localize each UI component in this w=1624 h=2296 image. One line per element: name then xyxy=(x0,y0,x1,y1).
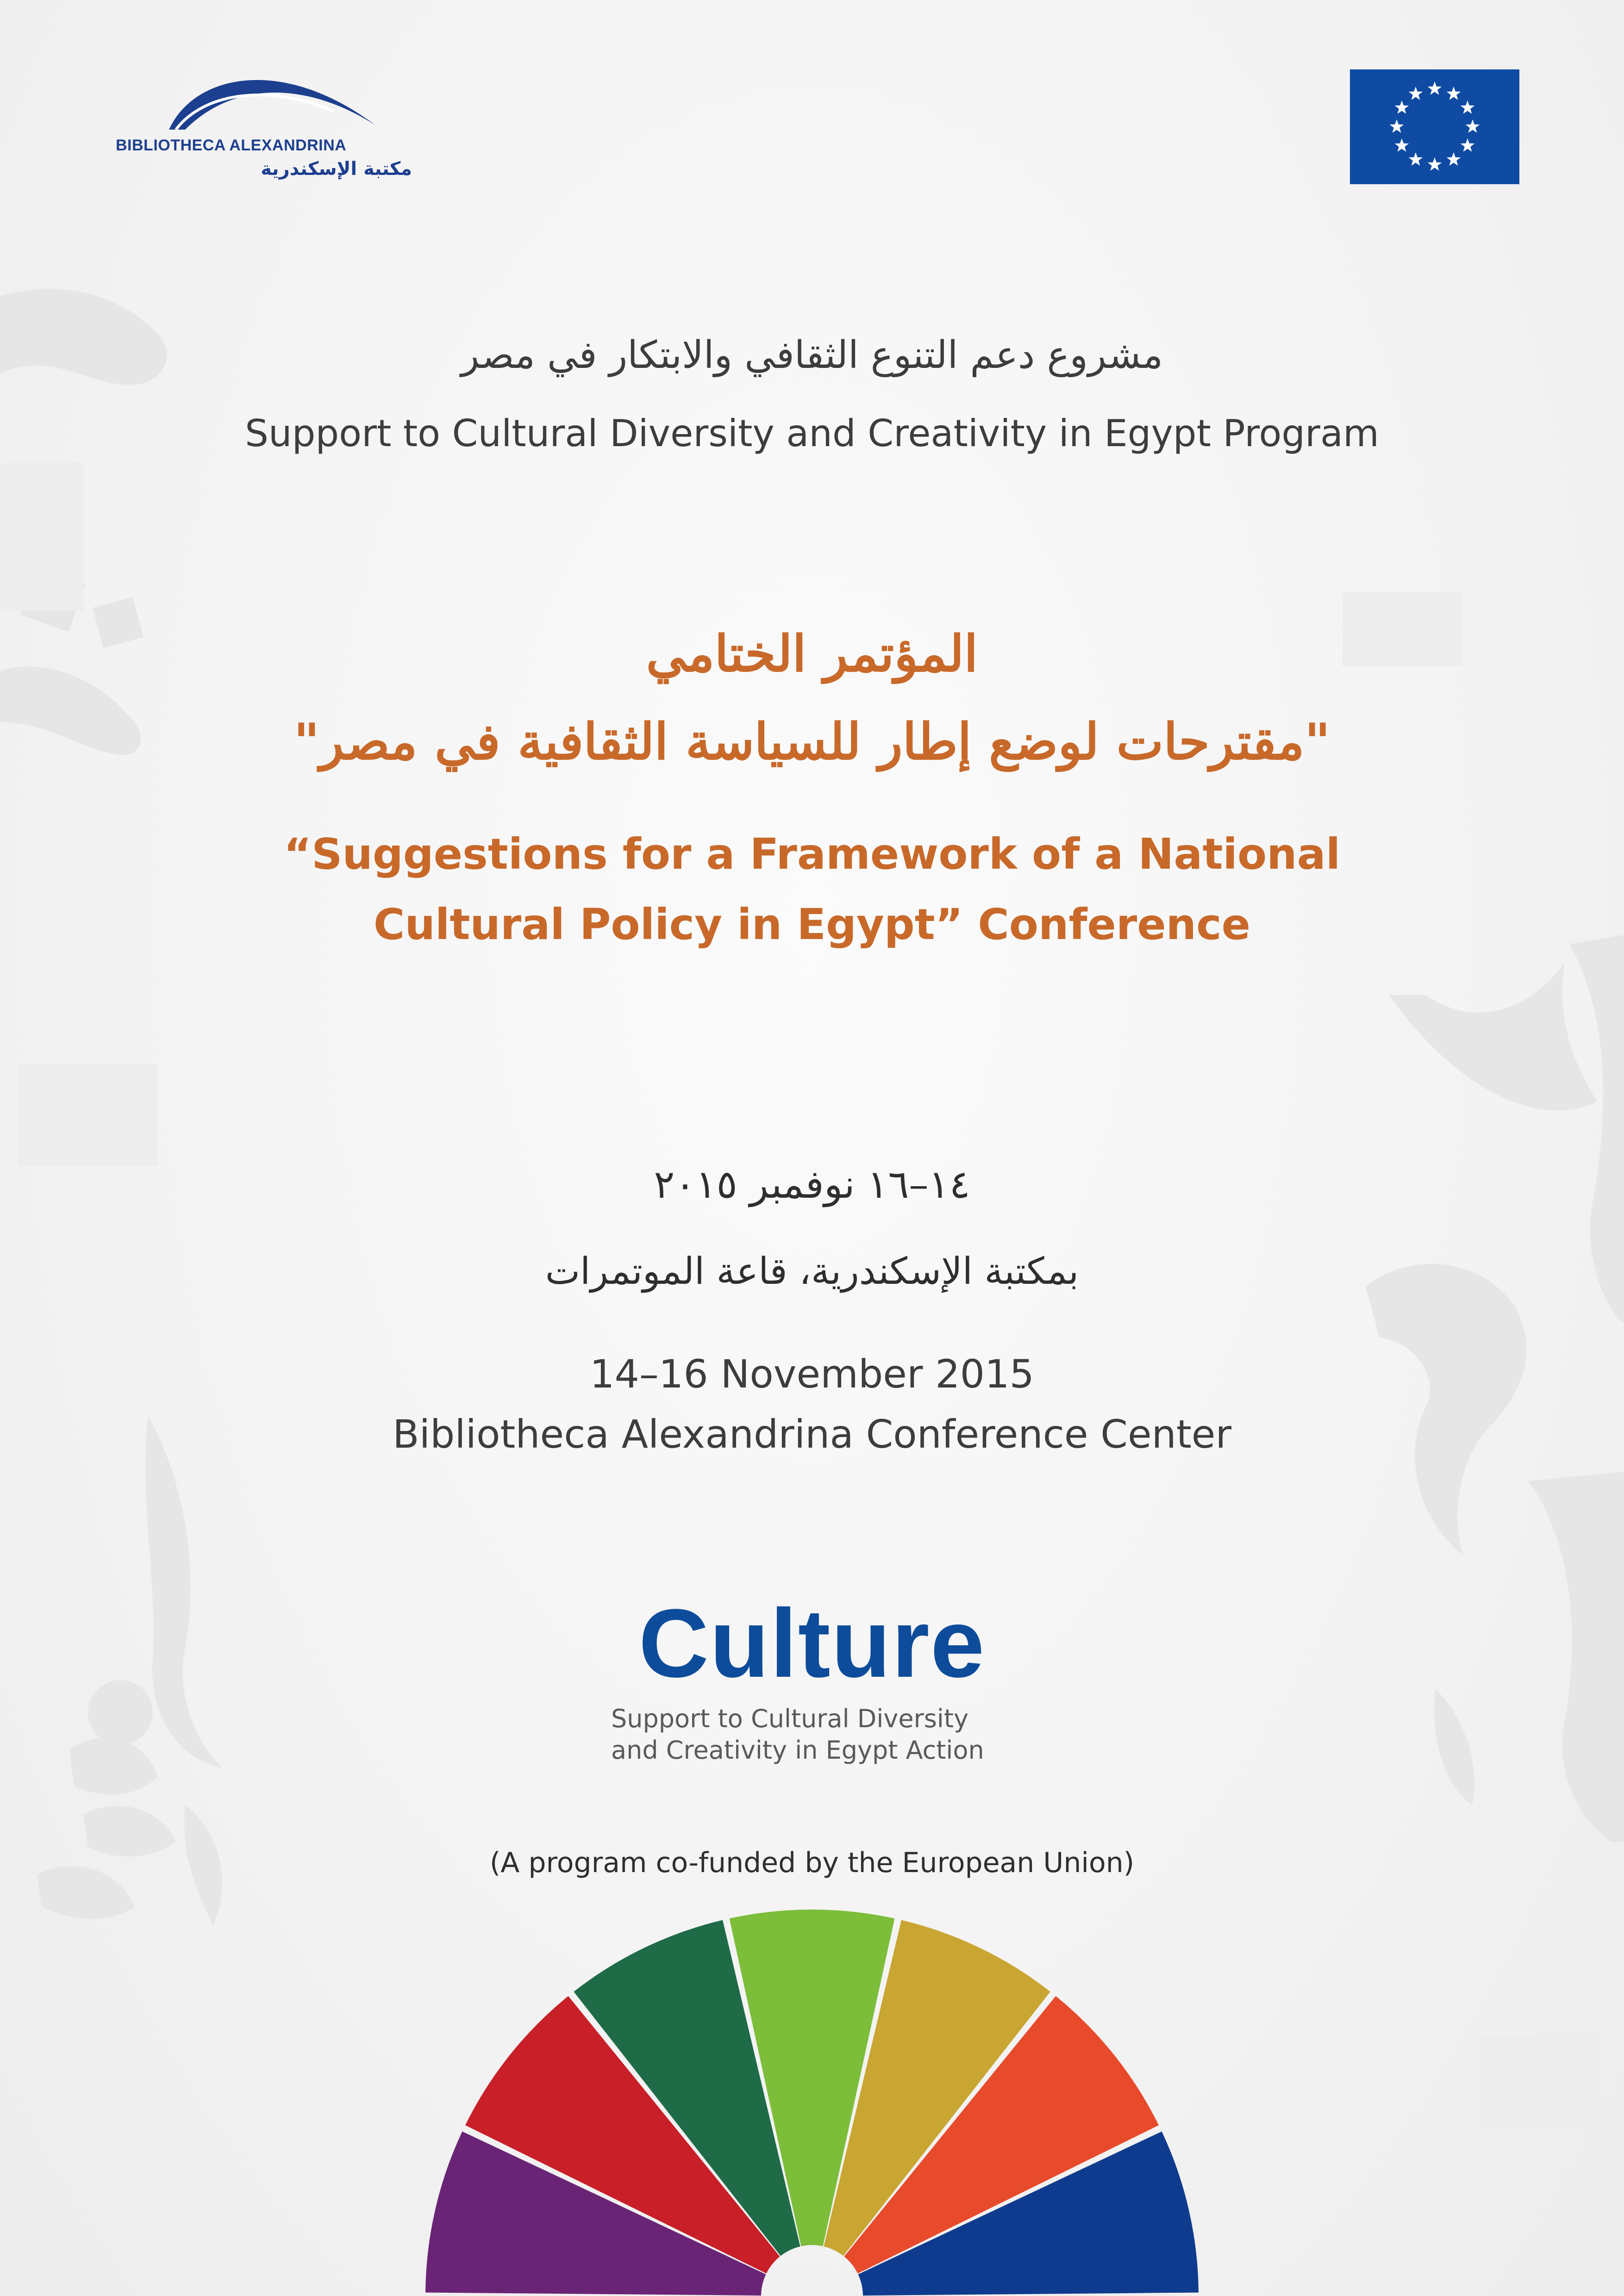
eu-stars-ring xyxy=(1350,69,1519,184)
eu-star-icon xyxy=(1447,152,1461,166)
eu-star-icon xyxy=(1466,119,1480,133)
eu-star-icon xyxy=(1390,119,1404,133)
program-title-arabic: مشروع دعم التنوع الثقافي والابتكار في مصر xyxy=(461,333,1163,377)
event-venue-english: Bibliotheca Alexandrina Conference Center xyxy=(392,1412,1232,1457)
event-date-english: 14–16 November 2015 xyxy=(590,1351,1034,1397)
funding-note: (A program co-funded by the European Union) xyxy=(489,1847,1135,1879)
ba-logo-arabic-text: مكتبة الإسكندرية xyxy=(261,158,412,180)
eu-star-icon xyxy=(1395,100,1409,114)
program-title-english: Support to Cultural Diversity and Creativity in Egypt Program xyxy=(245,412,1379,455)
conference-title-english-line2: Cultural Policy in Egypt” Conference xyxy=(373,900,1251,949)
ba-logo-latin-text: BIBLIOTHECA ALEXANDRINA xyxy=(116,137,347,154)
bibliotheca-alexandrina-logo xyxy=(116,60,412,194)
culture-brand-title: Culture xyxy=(638,1589,986,1698)
eu-star-icon xyxy=(1428,81,1442,95)
culture-subtitle-line1: Support to Cultural Diversity xyxy=(611,1704,969,1733)
arc-logo-icon xyxy=(116,60,412,139)
conference-heading-arabic: المؤتمر الختامي xyxy=(646,625,978,683)
culture-subtitle-line2: and Creativity in Egypt Action xyxy=(611,1736,984,1765)
event-venue-arabic: بمكتبة الإسكندرية، قاعة الموتمرات xyxy=(545,1250,1079,1293)
eu-star-icon xyxy=(1461,100,1474,114)
eu-star-icon xyxy=(1409,87,1423,100)
eu-star-icon xyxy=(1447,87,1461,100)
eu-flag-icon xyxy=(1350,69,1519,184)
culture-color-fan xyxy=(417,1907,1207,2296)
culture-brand-subtitle xyxy=(611,1703,1028,1766)
eu-star-icon xyxy=(1409,152,1423,166)
eu-star-icon xyxy=(1461,138,1474,152)
conference-title-english-line1: “Suggestions for a Framework of a National xyxy=(283,829,1341,879)
event-date-arabic: ١٤–١٦ نوفمبر ٢٠١٥ xyxy=(654,1162,970,1207)
conference-title-arabic: "مقترحات لوضع إطار للسياسة الثقافية في مصر" xyxy=(294,713,1330,771)
eu-star-icon xyxy=(1395,138,1409,152)
conference-title-english xyxy=(0,819,1624,960)
eu-star-icon xyxy=(1428,157,1442,171)
